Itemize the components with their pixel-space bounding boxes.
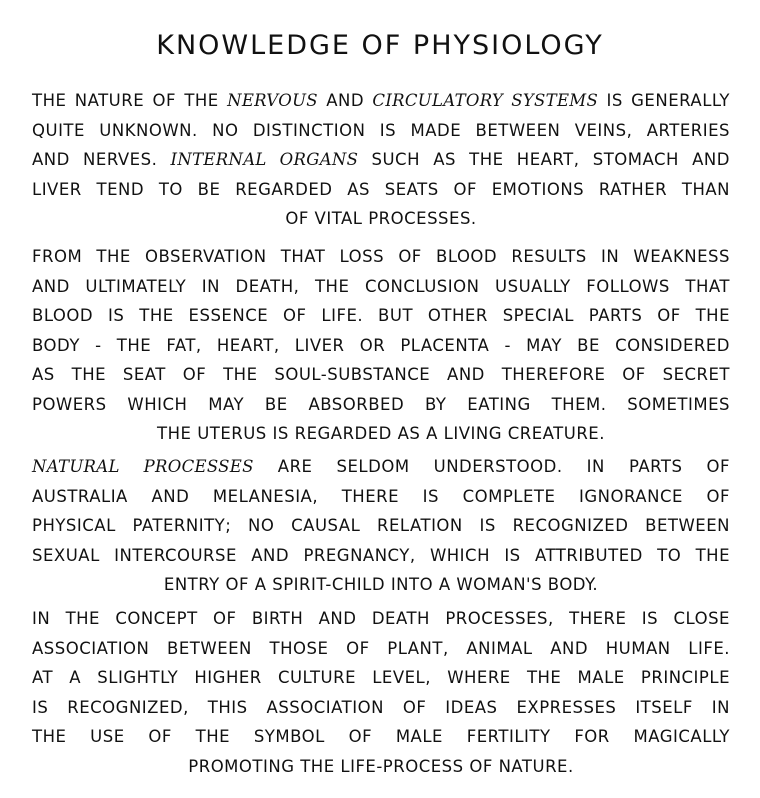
text-segment: AND NERVES. <box>32 150 171 169</box>
italic-phrase: CIRCULATORY SYSTEMS <box>372 91 599 110</box>
text-line <box>32 360 730 390</box>
text-line <box>32 722 730 752</box>
text-segment: THE UTERUS IS REGARDED AS A LIVING CREATURE. <box>157 424 605 443</box>
text-segment: IN THE CONCEPT OF BIRTH AND DEATH PROCESSES, THERE IS CLOSE <box>32 609 730 628</box>
text-segment: IS GENERALLY <box>598 91 730 110</box>
text-line <box>32 301 730 331</box>
paragraph-3 <box>32 452 730 600</box>
italic-phrase: NERVOUS <box>227 91 318 110</box>
page-title: KNOWLEDGE OF PHYSIOLOGY <box>156 30 604 61</box>
paragraph-4 <box>32 604 730 781</box>
text-segment: OF VITAL PROCESSES. <box>285 209 477 228</box>
text-line <box>32 390 730 420</box>
paragraph-2 <box>32 242 730 449</box>
text-segment: PROMOTING THE LIFE-PROCESS OF NATURE. <box>188 756 574 776</box>
text-line <box>32 482 730 512</box>
text-segment: AND <box>317 91 373 110</box>
text-segment: ARE SELDOM UNDERSTOOD. IN PARTS OF <box>253 457 730 476</box>
text-segment: AT A SLIGHTLY HIGHER CULTURE LEVEL, WHERE THE MALE PRINCIPLE <box>32 668 730 687</box>
text-line <box>32 419 730 449</box>
text-segment: AS THE SEAT OF THE SOUL-SUBSTANCE AND THEREFORE OF SECRET <box>32 365 730 384</box>
text-line <box>32 452 730 482</box>
text-line <box>32 204 730 234</box>
text-line <box>32 541 730 571</box>
text-line <box>32 752 730 782</box>
text-line <box>32 331 730 361</box>
text-segment: AND ULTIMATELY IN DEATH, THE CONCLUSION USUALLY FOLLOWS THAT <box>32 276 730 296</box>
text-line <box>32 242 730 272</box>
text-line <box>32 175 730 205</box>
text-line <box>32 604 730 634</box>
italic-phrase: NATURAL PROCESSES <box>32 457 254 476</box>
text-segment: FROM THE OBSERVATION THAT LOSS OF BLOOD RESULTS IN WEAKNESS <box>32 247 730 266</box>
paragraph-1 <box>32 86 730 234</box>
text-segment: BODY - THE FAT, HEART, LIVER OR PLACENTA - MAY BE CONSIDERED <box>32 335 730 355</box>
text-segment: POWERS WHICH MAY BE ABSORBED BY EATING THEM. SOMETIMES <box>32 394 730 414</box>
text-segment: BLOOD IS THE ESSENCE OF LIFE. BUT OTHER SPECIAL PARTS OF THE <box>32 306 730 325</box>
text-segment: IS RECOGNIZED, THIS ASSOCIATION OF IDEAS EXPRESSES ITSELF IN <box>32 697 730 717</box>
text-segment: AUSTRALIA AND MELANESIA, THERE IS COMPLETE IGNORANCE OF <box>32 486 730 506</box>
text-line <box>32 570 730 600</box>
text-segment: ENTRY OF A SPIRIT-CHILD INTO A WOMAN'S BODY. <box>163 575 599 594</box>
text-segment: THE NATURE OF THE <box>32 91 228 110</box>
text-line <box>32 693 730 723</box>
text-segment: THE USE OF THE SYMBOL OF MALE FERTILITY FOR MAGICALLY <box>32 727 730 746</box>
text-segment: PHYSICAL PATERNITY; NO CAUSAL RELATION IS RECOGNIZED BETWEEN <box>32 516 730 535</box>
text-segment: LIVER TEND TO BE REGARDED AS SEATS OF EMOTIONS RATHER THAN <box>32 179 730 199</box>
text-line <box>32 663 730 693</box>
text-segment: QUITE UNKNOWN. NO DISTINCTION IS MADE BETWEEN VEINS, ARTERIES <box>32 120 730 140</box>
text-line <box>32 511 730 541</box>
text-line <box>32 116 730 146</box>
text-segment: SUCH AS THE HEART, STOMACH AND <box>358 150 730 169</box>
italic-phrase: INTERNAL ORGANS <box>170 150 359 169</box>
text-line <box>32 272 730 302</box>
text-segment: ASSOCIATION BETWEEN THOSE OF PLANT, ANIMAL AND HUMAN LIFE. <box>32 638 730 658</box>
text-segment: SEXUAL INTERCOURSE AND PREGNANCY, WHICH IS ATTRIBUTED TO THE <box>32 545 730 565</box>
text-line <box>32 145 730 175</box>
text-line <box>32 634 730 664</box>
text-line <box>32 86 730 116</box>
